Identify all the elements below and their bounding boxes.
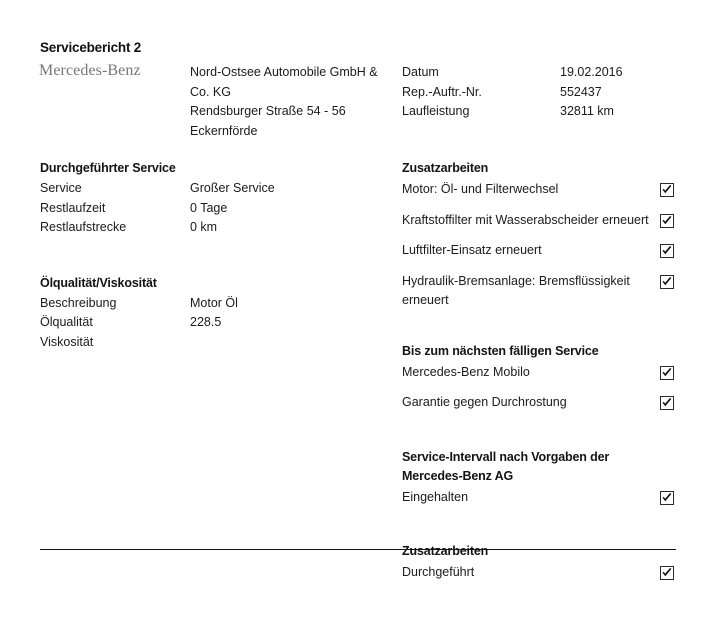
dealer-address-line: Nord-Ostsee Automobile GmbH & — [190, 65, 378, 79]
meta-value-rep-auftr-nr: 552437 — [560, 84, 602, 99]
label-beschreibung: Beschreibung — [40, 295, 117, 310]
label-oelqualitaet: Ölqualität — [40, 315, 93, 329]
value-restlaufzeit: 0 Tage — [190, 200, 228, 215]
checkbox-label: Mercedes-Benz Mobilo — [402, 364, 530, 379]
section-title-additional-work: Zusatzarbeiten — [402, 161, 489, 175]
section-spacer — [402, 322, 674, 342]
checkbox-label: Hydraulik-Bremsanlage: Bremsflüssigkeit erneuert — [402, 273, 630, 307]
label-restlaufzeit: Restlaufzeit — [40, 200, 106, 215]
checkbox-label: Eingehalten — [402, 489, 469, 504]
kv-row — [40, 294, 390, 314]
meta-label-rep-auftr-nr: Rep.-Auftr.-Nr. — [402, 84, 482, 99]
checkbox-label: Garantie gegen Durchrostung — [402, 395, 567, 409]
checkbox-row-motor-oil-filter-change[interactable] — [402, 180, 674, 200]
kv-row — [40, 179, 390, 199]
checkbox-row-additional-work-performed[interactable] — [402, 563, 674, 583]
meta-row — [402, 83, 682, 103]
checkbox-checked-icon[interactable] — [660, 566, 674, 580]
dealer-address-line: Co. KG — [190, 84, 231, 99]
checkbox-row-interval-complied[interactable] — [402, 488, 674, 508]
section-title-additional-work-done: Zusatzarbeiten — [402, 544, 489, 558]
checkbox-checked-icon[interactable] — [660, 491, 674, 505]
checkbox-label: Durchgeführt — [402, 565, 475, 579]
meta-label-datum: Datum — [402, 65, 439, 79]
checkbox-row-mercedes-benz-mobilo[interactable] — [402, 363, 674, 383]
section-title-performed-service: Durchgeführter Service — [40, 161, 176, 175]
checkbox-label: Motor: Öl- und Filterwechsel — [402, 182, 559, 196]
value-oelqualitaet: 228.5 — [190, 315, 222, 329]
label-restlaufstrecke: Restlaufstrecke — [40, 220, 127, 234]
checkbox-row-fuel-filter-water-separator[interactable] — [402, 211, 674, 231]
section-title-service-interval — [402, 448, 674, 486]
dealer-address-line: Eckernförde — [190, 123, 258, 138]
value-restlaufstrecke: 0 km — [190, 220, 218, 234]
header-meta — [402, 63, 682, 122]
checkbox-label: Luftfilter-Einsatz erneuert — [402, 243, 542, 257]
section-spacer — [402, 518, 674, 542]
section-title-until-next-service: Bis zum nächsten fälligen Service — [402, 343, 599, 358]
value-beschreibung: Motor Öl — [190, 295, 238, 310]
left-column — [40, 159, 390, 352]
meta-value-datum: 19.02.2016 — [560, 65, 623, 79]
label-service: Service — [40, 181, 82, 195]
checkbox-checked-icon[interactable] — [660, 244, 674, 258]
label-viskositaet: Viskosität — [40, 334, 94, 349]
section-title-line: Mercedes-Benz AG — [402, 468, 514, 483]
checkbox-row-rust-through-warranty[interactable] — [402, 393, 674, 413]
section-spacer — [402, 424, 674, 448]
kv-row — [40, 199, 390, 219]
checkbox-checked-icon[interactable] — [660, 396, 674, 410]
checkbox-checked-icon[interactable] — [660, 183, 674, 197]
right-column — [402, 159, 674, 583]
kv-row — [40, 313, 390, 333]
checkbox-row-air-filter-renewed[interactable] — [402, 241, 674, 261]
meta-value-laufleistung: 32811 km — [560, 104, 614, 118]
value-service: Großer Service — [190, 181, 275, 195]
checkbox-checked-icon[interactable] — [660, 275, 674, 289]
dealer-address — [190, 63, 395, 141]
mercedes-benz-wordmark: Mercedes-Benz — [39, 62, 141, 79]
section-spacer — [40, 238, 390, 274]
section-title-oil-quality: Ölqualität/Viskosität — [40, 275, 157, 290]
meta-row — [402, 102, 682, 122]
section-performed-service — [40, 159, 390, 238]
kv-row — [40, 218, 390, 238]
meta-label-laufleistung: Laufleistung — [402, 104, 470, 118]
dealer-address-line: Rendsburger Straße 54 - 56 — [190, 104, 346, 118]
checkbox-checked-icon[interactable] — [660, 214, 674, 228]
footer-divider — [40, 549, 676, 550]
page-title: Servicebericht 2 — [40, 40, 142, 55]
section-oil-quality — [40, 274, 390, 353]
checkbox-row-hydraulic-brake-fluid[interactable] — [402, 272, 674, 311]
value-viskositaet — [190, 333, 390, 353]
checkbox-checked-icon[interactable] — [660, 366, 674, 380]
meta-row — [402, 63, 682, 83]
checkbox-label: Kraftstoffilter mit Wasserabscheider erneuert — [402, 212, 649, 227]
kv-row — [40, 333, 390, 353]
section-title-line: Service-Intervall nach Vorgaben der — [402, 449, 610, 464]
